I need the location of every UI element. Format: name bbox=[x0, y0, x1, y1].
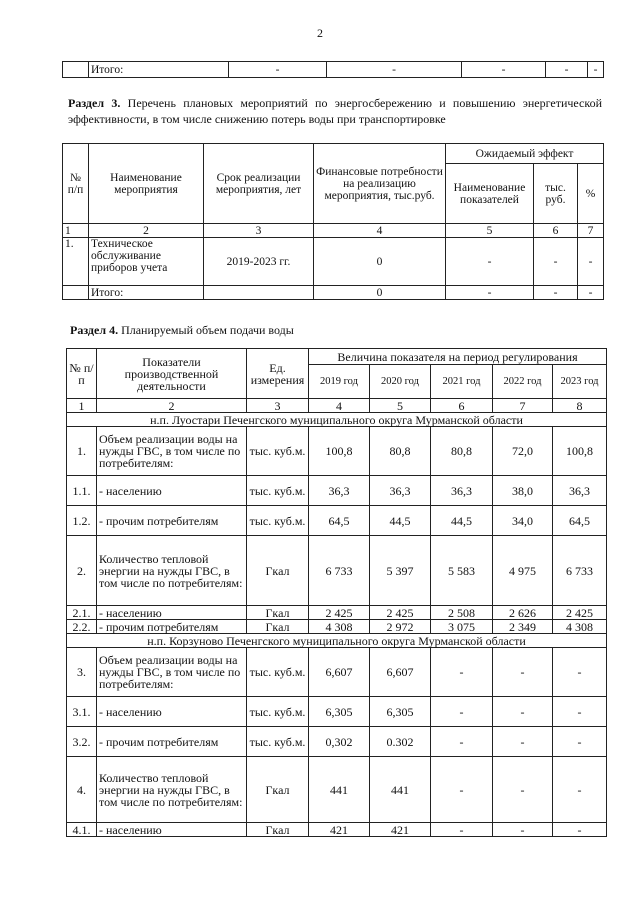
year-header: 2020 год bbox=[370, 365, 431, 399]
table-row: 3. Объем реализации воды на нужды ГВС, в том числе по потребителям: тыс. куб.м. 6,607 6,607 - - - bbox=[67, 648, 607, 697]
section3-title: Раздел 3. Перечень плановых мероприятий по энергосбережению и повышению энергетической эффективности, в том числе снижению потерь воды при транспортировке bbox=[68, 96, 602, 126]
col-effect-header: Ожидаемый эффект bbox=[446, 144, 604, 164]
section4-title: Раздел 4. Планируемый объем подачи воды bbox=[70, 323, 294, 337]
section3-table bbox=[62, 143, 604, 300]
table-row: 4. Количество тепловой энергии на нужды ГВС, в том числе по потребителям: Гкал 441 441 - - - bbox=[67, 757, 607, 823]
page-number: 2 bbox=[317, 26, 323, 40]
table-row: 1.1. - населению тыс. куб.м. 36,3 36,3 36,3 38,0 36,3 bbox=[67, 476, 607, 506]
table-row: 4.1. - населению Гкал 421 421 - - - bbox=[67, 823, 607, 837]
col-indicator-header: Показатели производственной деятельности bbox=[97, 349, 247, 399]
group-title: н.п. Корзуново Печенгского муниципального округа Мурманской области bbox=[67, 634, 607, 648]
table-row: 3.2. - прочим потребителям тыс. куб.м. 0,302 0.302 - - - bbox=[67, 727, 607, 757]
col-unit-header: Ед. измерения bbox=[247, 349, 309, 399]
table-row: 2.1. - населению Гкал 2 425 2 425 2 508 2 626 2 425 bbox=[67, 606, 607, 620]
year-header: 2019 год bbox=[309, 365, 370, 399]
col-numbers-row: 1 2 3 4 5 6 7 8 bbox=[67, 399, 607, 413]
total-label: Итого: bbox=[89, 62, 229, 78]
section4-table bbox=[66, 348, 607, 837]
col-term-header: Срок реализации мероприятия, лет bbox=[204, 144, 314, 224]
col-name-header: Наименование мероприятия bbox=[89, 144, 204, 224]
col-effect-pct-header: % bbox=[578, 164, 604, 224]
col-numbers-row: 1 2 3 4 5 6 7 bbox=[63, 224, 604, 238]
table-row: 2.2. - прочим потребителям Гкал 4 308 2 972 3 075 2 349 4 308 bbox=[67, 620, 607, 634]
table-row: 1. Объем реализации воды на нужды ГВС, в том числе по потребителям: тыс. куб.м. 100,8 80,8 80,8 72,0 100,8 bbox=[67, 427, 607, 476]
total-row: Итого: 0 - - - bbox=[63, 286, 604, 300]
col-finance-header: Финансовые потребности на реализацию мероприятия, тыс.руб. bbox=[314, 144, 446, 224]
group-title: н.п. Луостари Печенгского муниципального округа Мурманской области bbox=[67, 413, 607, 427]
table-row: 3.1. - населению тыс. куб.м. 6,305 6,305 - - - bbox=[67, 697, 607, 727]
col-effect-name-header: Наименование показателей bbox=[446, 164, 534, 224]
table-row: 1. Техническое обслуживание приборов учета 2019-2023 гг. 0 - - - bbox=[63, 238, 604, 286]
year-header: 2022 год bbox=[493, 365, 553, 399]
col-num-header: № п/п bbox=[67, 349, 97, 399]
year-header: 2021 год bbox=[431, 365, 493, 399]
year-header: 2023 год bbox=[553, 365, 607, 399]
group-title-row bbox=[67, 634, 607, 648]
col-period-header: Величина показателя на период регулирования bbox=[309, 349, 607, 365]
group-title-row bbox=[67, 413, 607, 427]
table-row: 1.2. - прочим потребителям тыс. куб.м. 64,5 44,5 44,5 34,0 64,5 bbox=[67, 506, 607, 536]
previous-table-total: Итого: - - - - - bbox=[62, 61, 604, 78]
col-num-header: № п/п bbox=[63, 144, 89, 224]
table-row: 2. Количество тепловой энергии на нужды ГВС, в том числе по потребителям: Гкал 6 733 5 397 5 583 4 975 6 733 bbox=[67, 536, 607, 606]
col-effect-rub-header: тыс. руб. bbox=[534, 164, 578, 224]
